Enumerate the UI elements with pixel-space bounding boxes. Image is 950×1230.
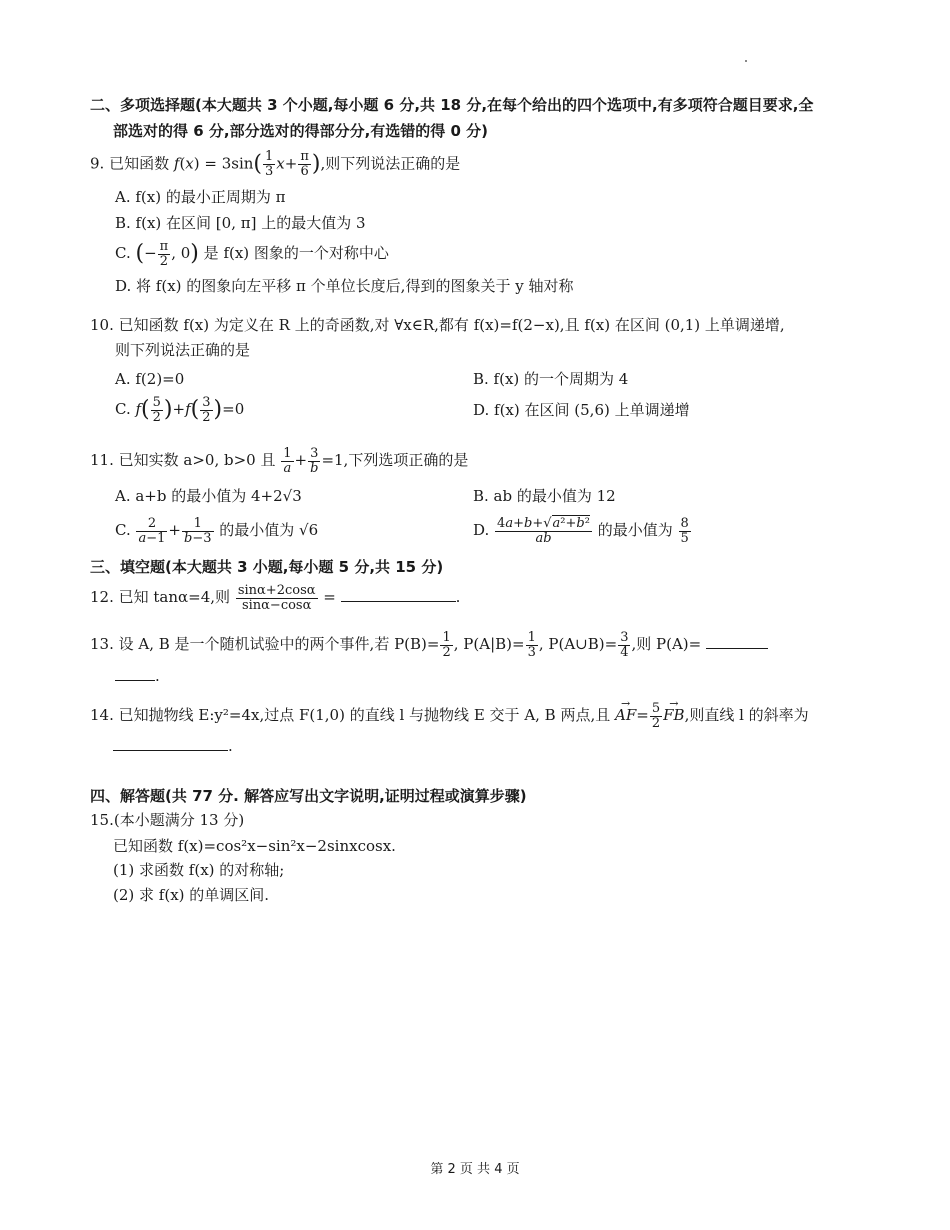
- q14-stem-prefix: 14. 已知抛物线 E:y²=4x,过点 F(1,0) 的直线 l 与抛物线 E 交于 A, B 两点,且: [90, 706, 611, 724]
- q12-answer-blank[interactable]: [341, 587, 456, 602]
- q11-option-a: A. a+b 的最小值为 4+2√3: [115, 487, 302, 505]
- q14-stem-suffix: ,则直线 l 的斜率为: [684, 706, 809, 724]
- q11-stem-prefix: 11. 已知实数 a>0, b>0 且: [90, 451, 276, 469]
- section2-title-line2: 部选对的得 6 分,部分选对的得部分分,有选错的得 0 分): [113, 122, 489, 140]
- q10-option-d: D. f(x) 在区间 (5,6) 上单调递增: [473, 401, 690, 419]
- q14-stem: 14. 已知抛物线 E:y²=4x,过点 F(1,0) 的直线 l 与抛物线 E 交于 A, B 两点,且 → AF= $\frac{5}{2}$ → FB,则直线 l 的斜率为: [90, 698, 809, 732]
- q9-frac-pi-6: $\frac{\pi}{6}$: [300, 149, 309, 179]
- q9-option-a: A. f(x) 的最小正周期为 π: [115, 188, 286, 206]
- q13-answer-blank-b[interactable]: [115, 666, 155, 681]
- q10-stem-line1: 10. 已知函数 f(x) 为定义在 R 上的奇函数,对 ∀x∈R,都有 f(x)=f(2−x),且 f(x) 在区间 (0,1) 上单调递增,: [90, 316, 785, 334]
- q10-stem-line2: 则下列说法正确的是: [115, 341, 251, 359]
- q11-option-b: B. ab 的最小值为 12: [473, 487, 616, 505]
- q10-option-a: A. f(2)=0: [115, 370, 185, 388]
- q10-option-b: B. f(x) 的一个周期为 4: [473, 370, 629, 388]
- section3-title: 三、填空题(本大题共 3 小题,每小题 5 分,共 15 分): [90, 558, 444, 576]
- q9-stem-suffix: ,则下列说法正确的是: [320, 154, 461, 173]
- q15-head: 15.(本小题满分 13 分): [90, 811, 245, 829]
- q11-stem: 11. 已知实数 a>0, b>0 且 $\frac{1}{a}$ + $\frac{3}{b}$ =1,下列选项正确的是: [90, 445, 469, 476]
- q11-option-d-text: 的最小值为: [597, 521, 673, 539]
- q12-stem: 12. 已知 tanα=4,则 $\frac{\sin\alpha+2\cos\alpha}{\sin\alpha-\cos\alpha}$ = .: [90, 582, 461, 613]
- q14-answer-line2: .: [113, 736, 233, 756]
- q13-answer-blank-a[interactable]: [706, 634, 768, 649]
- q9-option-c-text: 是 f(x) 图象的一个对称中心: [203, 244, 389, 262]
- q13-answer-line2: .: [115, 666, 160, 686]
- q13-stem: 13. 设 A, B 是一个随机试验中的两个事件,若 P(B)= $\frac{1}{2}$ , P(A|B)= $\frac{1}{3}$ , P(A∪B)= $\frac{3}{4}$ ,则 P(A)=: [90, 628, 768, 660]
- q10-option-c: C. f( $\frac{5}{2}$ )+f( $\frac{3}{2}$ )=0: [115, 394, 245, 425]
- q15-part1: (1) 求函数 f(x) 的对称轴;: [113, 861, 285, 879]
- q12-stem-prefix: 12. 已知 tanα=4,则: [90, 588, 231, 606]
- q9-stem-prefix: 9. 已知函数: [90, 154, 170, 173]
- section2-title-line1: 二、多项选择题(本大题共 3 个小题,每小题 6 分,共 18 分,在每个给出的四个选项中,有多项符合题目要求,全: [90, 96, 814, 114]
- q14-answer-blank[interactable]: [113, 736, 228, 751]
- q9-option-b: B. f(x) 在区间 [0, π] 上的最大值为 3: [115, 214, 366, 232]
- q9-option-c: C. (− $\frac{\pi}{2}$ , 0) 是 f(x) 图象的一个对称中心: [115, 238, 389, 269]
- page-footer: 第 2 页 共 4 页: [430, 1162, 520, 1177]
- q11-stem-suffix: =1,下列选项正确的是: [321, 451, 469, 469]
- q11-option-c: C. $\frac{2}{a-1}$ + $\frac{1}{b-3}$ 的最小值为 √6: [115, 515, 319, 546]
- q9-option-d: D. 将 f(x) 的图象向左平移 π 个单位长度后,得到的图象关于 y 轴对称: [115, 277, 574, 295]
- q9-frac-1-3: $\frac{1}{3}$: [265, 149, 274, 179]
- corner-mark: [745, 60, 747, 62]
- q15-line1: 已知函数 f(x)=cos²x−sin²x−2sinxcosx.: [113, 837, 396, 855]
- q9-stem: 9. 已知函数 f(x) = 3sin( $\frac{1}{3}$ x+ $\frac{\pi}{6}$ ),则下列说法正确的是: [90, 149, 461, 179]
- q11-option-c-text: 的最小值为 √6: [219, 521, 319, 539]
- q13-stem-text: 13. 设 A, B 是一个随机试验中的两个事件,若 P(B)=: [90, 635, 440, 653]
- q15-part2: (2) 求 f(x) 的单调区间.: [113, 886, 270, 904]
- q11-option-d: D. $\frac{\text{4a+b+√a²+b²}}{ab}$ 的最小值为 $\frac{8}{5}$: [473, 515, 689, 546]
- section4-title: 四、解答题(共 77 分. 解答应写出文字说明,证明过程或演算步骤): [90, 787, 527, 805]
